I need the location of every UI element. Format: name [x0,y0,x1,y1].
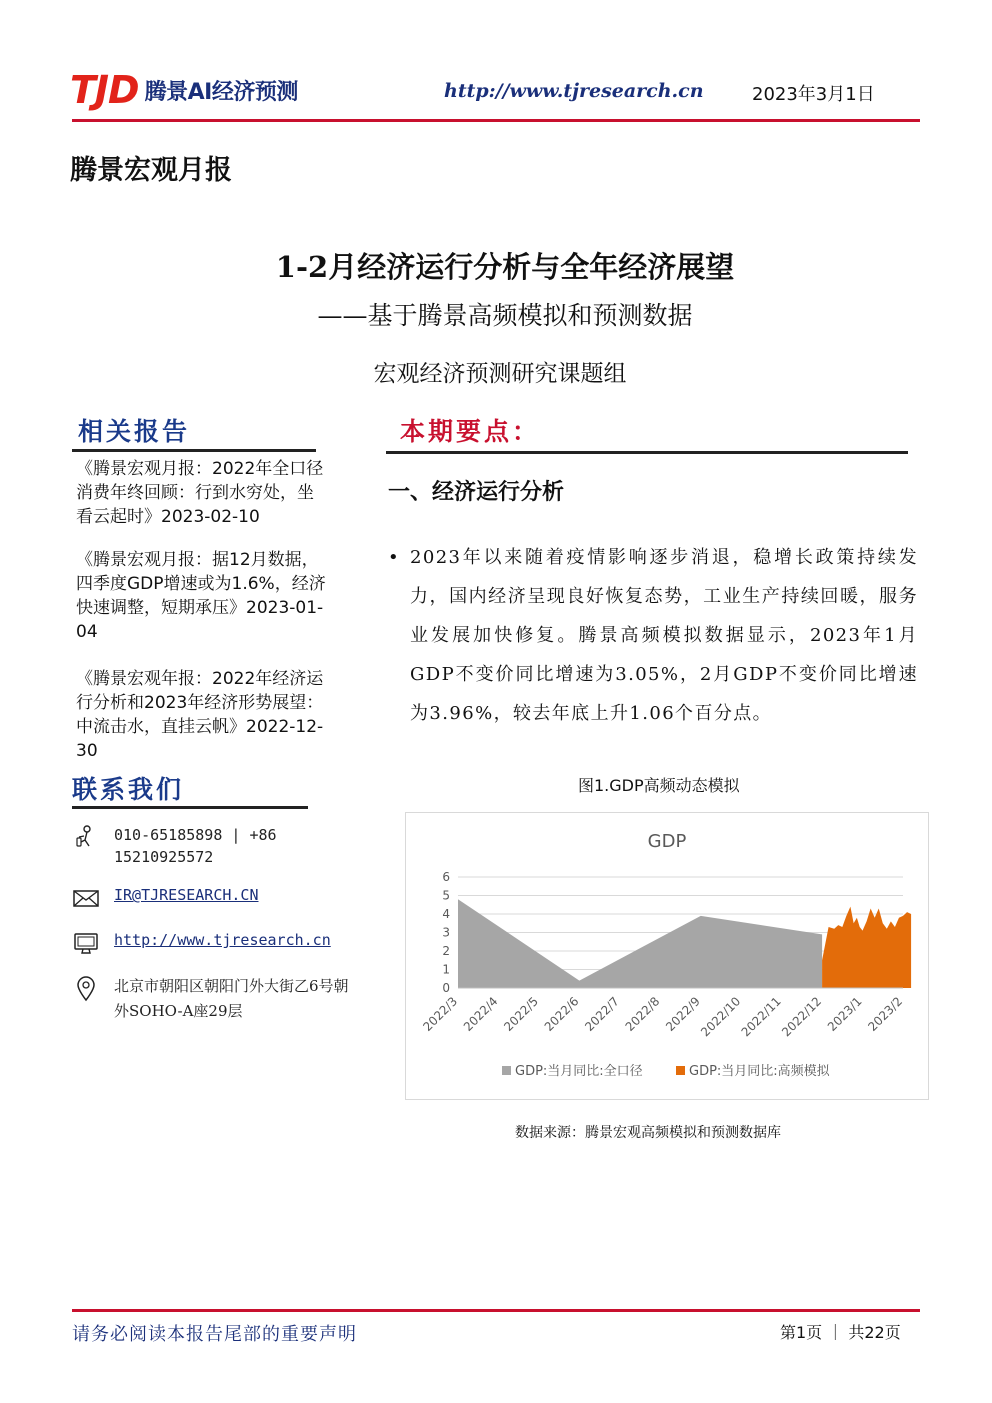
y-tick-label: 1 [442,962,450,977]
header-divider [72,119,920,122]
contact-email-link[interactable]: IR@TJRESEARCH.CN [114,886,259,904]
report-title: 1-2月经济运行分析与全年经济展望 [275,250,735,284]
report-subtitle: ——基于腾景高频模拟和预测数据 [317,301,693,330]
report-date: 2023年3月1日 [752,84,875,105]
related-report-item[interactable]: 《腾景宏观年报：2022年经济运行分析和2023年经济形势展望：中流击水，直挂云帆》2022-12-30 [76,669,324,761]
header-url-link[interactable]: http://www.tjresearch.cn [444,80,704,102]
gdp-chart [405,812,929,1100]
y-tick-label: 4 [442,907,450,921]
logo-text: 腾景AI经济预测 [144,80,298,105]
data-source: 数据来源：腾景宏观高频模拟和预测数据库 [515,1125,781,1141]
contact-heading: 联系我们 [72,775,185,804]
contact-phone-row [72,824,362,868]
legend-label: GDP:当月同比:高频模拟 [689,1064,830,1079]
related-report-item[interactable]: 《腾景宏观月报：据12月数据，四季度GDP增速或为1.6%，经济快速调整，短期承压》2023-01-04 [76,550,326,642]
bullet-dot-icon: • [388,547,401,568]
legend-swatch [676,1066,685,1075]
x-tick-label: 2022/6 [541,994,582,1034]
contact-website-link[interactable]: http://www.tjresearch.cn [114,931,331,949]
x-tick-label: 2022/8 [622,994,663,1034]
company-logo [70,68,298,112]
series-area-full-caliber [458,899,822,988]
legend-label: GDP:当月同比:全口径 [515,1064,643,1079]
x-tick-label: 2023/1 [824,994,865,1034]
x-tick-label: 2022/4 [460,994,501,1034]
contact-phone[interactable]: 010-65185898 | +86 15210925572 [114,826,277,866]
series-area-high-freq-simulation [822,907,911,988]
x-tick-label: 2022/5 [501,994,542,1034]
bullet-item [388,538,918,733]
related-report-item[interactable]: 《腾景宏观月报：2022年全口径消费年终回顾：行到水穷处，坐看云起时》2023-02-10 [76,459,324,527]
x-tick-label: 2022/7 [582,994,622,1034]
x-tick-label: 2022/3 [420,994,461,1034]
gdp-chart-svg [406,813,928,1099]
y-tick-label: 2 [442,944,450,958]
figure-title: 图1.GDP高频动态模拟 [578,776,740,795]
location-pin-icon [72,974,100,1002]
section-heading-economy: 一、经济运行分析 [388,479,565,505]
mail-icon [72,884,100,912]
computer-icon [72,929,100,957]
related-reports-heading: 相关报告 [78,417,191,446]
contact-address-row [72,974,362,1024]
x-tick-label: 2022/12 [779,994,825,1040]
chart-title: GDP [647,831,687,852]
legend-swatch [502,1066,511,1075]
phone-icon [72,824,100,852]
contact-website-row [72,929,372,957]
bullet-item-text: 2023年以来随着疫情影响逐步消退，稳增长政策持续发力，国内经济呈现良好恢复态势，工业生产持续回暖，服务业发展加快修复。腾景高频模拟数据显示，2023年1月GDP不变价同比增速为3.05%，2月GDP不变价同比增速为3.96%，较去年底上升1.06个百分点。 [410,547,918,724]
footer-disclaimer-notice: 请务必阅读本报告尾部的重要声明 [72,1324,357,1345]
highlights-heading: 本期要点： [400,417,541,446]
y-tick-label: 5 [442,888,450,903]
bullet-list [388,538,918,733]
y-tick-label: 3 [442,925,450,940]
x-tick-label: 2022/11 [738,994,784,1040]
x-tick-label: 2022/9 [663,994,703,1034]
report-author-team: 宏观经济预测研究课题组 [373,361,627,387]
y-tick-label: 6 [442,870,450,884]
x-tick-label: 2023/2 [865,994,906,1034]
contact-address: 北京市朝阳区朝阳门外大街乙6号朝外SOHO-A座29层 [114,977,349,1020]
page-number: 第1页 ｜ 共22页 [780,1323,901,1342]
contact-email-row [72,884,362,912]
report-series-name: 腾景宏观月报 [70,155,232,186]
logo-mark: TJD [70,68,139,112]
highlights-rule [386,451,908,454]
contact-rule [72,806,308,809]
y-tick-label: 0 [442,981,450,995]
x-tick-label: 2022/10 [698,994,744,1040]
related-reports-rule [72,449,316,452]
footer-divider [72,1309,920,1312]
